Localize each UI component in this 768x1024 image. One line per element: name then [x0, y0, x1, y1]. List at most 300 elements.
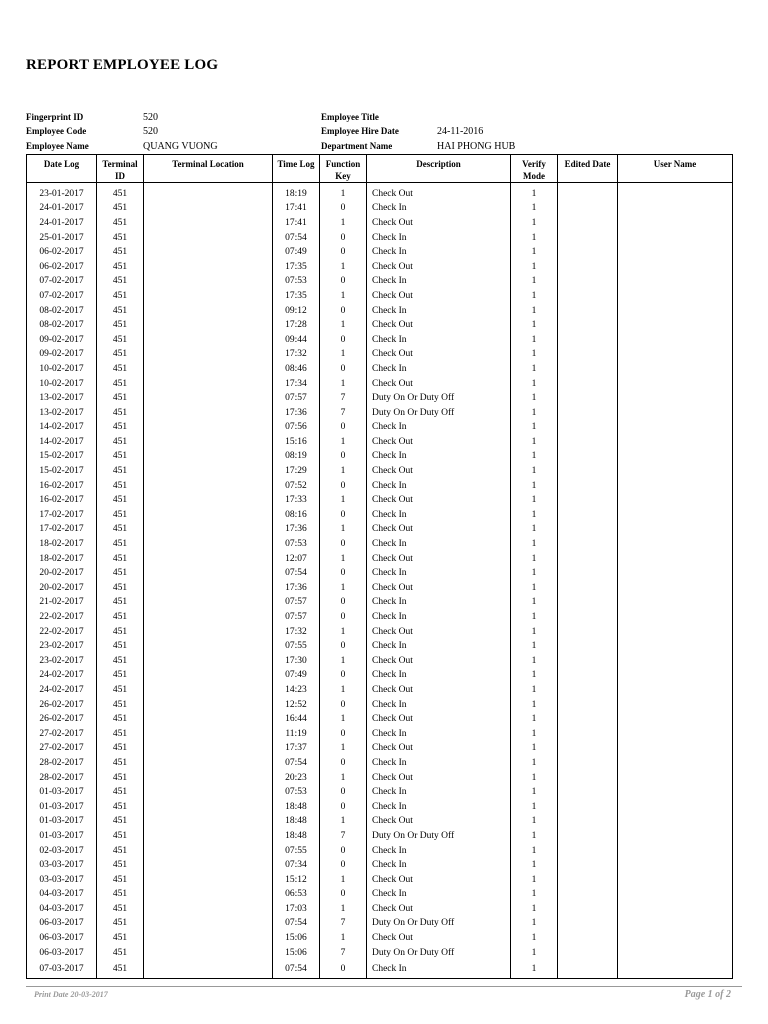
cell-date-log: 20-02-2017	[27, 581, 97, 596]
cell-time-log: 07:53	[273, 537, 320, 552]
cell-function-key: 1	[320, 581, 367, 596]
cell-function-key: 1	[320, 183, 367, 202]
table-row	[27, 946, 733, 961]
cell-terminal-id: 451	[97, 917, 144, 932]
cell-description: Check In	[367, 421, 511, 436]
cell-description: Check Out	[367, 523, 511, 538]
cell-description: Check Out	[367, 377, 511, 392]
cell-user-name	[618, 669, 733, 684]
cell-verify-mode: 1	[511, 566, 558, 581]
report-title: REPORT EMPLOYEE LOG	[26, 57, 219, 73]
cell-edited-date	[558, 858, 618, 873]
cell-function-key: 1	[320, 654, 367, 669]
cell-date-log: 16-02-2017	[27, 479, 97, 494]
table-row	[27, 566, 733, 581]
cell-description: Check Out	[367, 815, 511, 830]
cell-terminal-id: 451	[97, 902, 144, 917]
cell-user-name	[618, 888, 733, 903]
cell-terminal-id: 451	[97, 391, 144, 406]
cell-date-log: 26-02-2017	[27, 712, 97, 727]
cell-function-key: 0	[320, 727, 367, 742]
table-row	[27, 552, 733, 567]
cell-edited-date	[558, 289, 618, 304]
page-number: Page 1 of 2	[684, 989, 731, 1000]
cell-function-key: 1	[320, 348, 367, 363]
cell-function-key: 0	[320, 610, 367, 625]
cell-description: Check In	[367, 202, 511, 217]
cell-terminal-id: 451	[97, 712, 144, 727]
cell-date-log: 14-02-2017	[27, 421, 97, 436]
cell-time-log: 08:19	[273, 450, 320, 465]
table-row	[27, 391, 733, 406]
cell-edited-date	[558, 245, 618, 260]
table-row	[27, 785, 733, 800]
cell-date-log: 06-03-2017	[27, 917, 97, 932]
cell-user-name	[618, 377, 733, 392]
cell-user-name	[618, 493, 733, 508]
cell-function-key: 1	[320, 552, 367, 567]
cell-user-name	[618, 712, 733, 727]
cell-verify-mode: 1	[511, 829, 558, 844]
cell-time-log: 17:32	[273, 625, 320, 640]
cell-terminal-id: 451	[97, 785, 144, 800]
cell-description: Check In	[367, 304, 511, 319]
cell-terminal-id: 451	[97, 931, 144, 946]
cell-verify-mode: 1	[511, 435, 558, 450]
cell-edited-date	[558, 450, 618, 465]
cell-terminal-location	[144, 318, 273, 333]
cell-terminal-id: 451	[97, 537, 144, 552]
cell-user-name	[618, 406, 733, 421]
table-row	[27, 698, 733, 713]
cell-user-name	[618, 318, 733, 333]
cell-function-key: 1	[320, 377, 367, 392]
cell-edited-date	[558, 479, 618, 494]
cell-date-log: 06-03-2017	[27, 931, 97, 946]
table-row	[27, 960, 733, 979]
cell-date-log: 06-02-2017	[27, 260, 97, 275]
cell-description: Check In	[367, 669, 511, 684]
employee-name-label: Employee Name	[26, 141, 89, 151]
cell-verify-mode: 1	[511, 508, 558, 523]
cell-terminal-id: 451	[97, 815, 144, 830]
cell-verify-mode: 1	[511, 391, 558, 406]
cell-description: Duty On Or Duty Off	[367, 391, 511, 406]
cell-verify-mode: 1	[511, 183, 558, 202]
cell-description: Check In	[367, 479, 511, 494]
cell-time-log: 17:33	[273, 493, 320, 508]
cell-function-key: 1	[320, 815, 367, 830]
cell-description: Check Out	[367, 712, 511, 727]
cell-function-key: 0	[320, 888, 367, 903]
table-row	[27, 756, 733, 771]
cell-edited-date	[558, 756, 618, 771]
cell-verify-mode: 1	[511, 275, 558, 290]
cell-user-name	[618, 260, 733, 275]
cell-user-name	[618, 771, 733, 786]
table-row	[27, 610, 733, 625]
cell-function-key: 0	[320, 596, 367, 611]
cell-user-name	[618, 639, 733, 654]
cell-terminal-location	[144, 858, 273, 873]
cell-terminal-location	[144, 435, 273, 450]
table-row	[27, 275, 733, 290]
cell-user-name	[618, 917, 733, 932]
cell-date-log: 07-02-2017	[27, 275, 97, 290]
cell-terminal-location	[144, 333, 273, 348]
department-name-label: Department Name	[321, 141, 393, 151]
cell-user-name	[618, 362, 733, 377]
cell-function-key: 0	[320, 333, 367, 348]
cell-verify-mode: 1	[511, 639, 558, 654]
cell-function-key: 0	[320, 479, 367, 494]
cell-function-key: 0	[320, 304, 367, 319]
table-row	[27, 318, 733, 333]
cell-function-key: 7	[320, 406, 367, 421]
cell-edited-date	[558, 391, 618, 406]
table-row	[27, 183, 733, 202]
header-time-log: Time Log	[273, 155, 320, 183]
cell-description: Check In	[367, 275, 511, 290]
cell-function-key: 1	[320, 712, 367, 727]
cell-description: Duty On Or Duty Off	[367, 946, 511, 961]
cell-date-log: 01-03-2017	[27, 829, 97, 844]
cell-terminal-id: 451	[97, 566, 144, 581]
cell-terminal-location	[144, 639, 273, 654]
cell-verify-mode: 1	[511, 479, 558, 494]
cell-terminal-id: 451	[97, 479, 144, 494]
cell-edited-date	[558, 202, 618, 217]
cell-terminal-location	[144, 537, 273, 552]
cell-date-log: 24-01-2017	[27, 202, 97, 217]
cell-terminal-id: 451	[97, 858, 144, 873]
cell-time-log: 17:41	[273, 202, 320, 217]
cell-date-log: 04-03-2017	[27, 888, 97, 903]
cell-verify-mode: 1	[511, 625, 558, 640]
cell-time-log: 18:48	[273, 815, 320, 830]
cell-edited-date	[558, 537, 618, 552]
cell-terminal-id: 451	[97, 960, 144, 979]
employee-title-label: Employee Title	[321, 112, 379, 122]
cell-terminal-id: 451	[97, 727, 144, 742]
cell-terminal-location	[144, 183, 273, 202]
cell-verify-mode: 1	[511, 377, 558, 392]
cell-user-name	[618, 581, 733, 596]
cell-date-log: 17-02-2017	[27, 508, 97, 523]
cell-time-log: 08:16	[273, 508, 320, 523]
footer-divider	[26, 986, 742, 987]
cell-verify-mode: 1	[511, 858, 558, 873]
cell-description: Check Out	[367, 771, 511, 786]
cell-user-name	[618, 654, 733, 669]
cell-function-key: 0	[320, 202, 367, 217]
cell-edited-date	[558, 596, 618, 611]
table-row	[27, 742, 733, 757]
cell-user-name	[618, 523, 733, 538]
cell-function-key: 0	[320, 362, 367, 377]
cell-time-log: 15:16	[273, 435, 320, 450]
cell-date-log: 10-02-2017	[27, 362, 97, 377]
cell-terminal-location	[144, 377, 273, 392]
cell-verify-mode: 1	[511, 493, 558, 508]
cell-user-name	[618, 931, 733, 946]
cell-terminal-location	[144, 289, 273, 304]
table-row	[27, 260, 733, 275]
cell-terminal-location	[144, 304, 273, 319]
cell-edited-date	[558, 183, 618, 202]
employee-hire-date-value: 24-11-2016	[437, 126, 484, 137]
cell-verify-mode: 1	[511, 902, 558, 917]
table-row	[27, 464, 733, 479]
cell-function-key: 1	[320, 493, 367, 508]
table-row	[27, 348, 733, 363]
cell-terminal-id: 451	[97, 625, 144, 640]
cell-terminal-location	[144, 902, 273, 917]
cell-date-log: 15-02-2017	[27, 464, 97, 479]
cell-terminal-location	[144, 260, 273, 275]
cell-terminal-location	[144, 479, 273, 494]
cell-terminal-location	[144, 216, 273, 231]
cell-terminal-id: 451	[97, 596, 144, 611]
cell-description: Check In	[367, 508, 511, 523]
cell-terminal-id: 451	[97, 669, 144, 684]
cell-description: Check In	[367, 450, 511, 465]
cell-description: Check In	[367, 639, 511, 654]
cell-description: Check Out	[367, 260, 511, 275]
cell-function-key: 1	[320, 625, 367, 640]
cell-time-log: 17:37	[273, 742, 320, 757]
cell-description: Duty On Or Duty Off	[367, 829, 511, 844]
cell-terminal-id: 451	[97, 289, 144, 304]
cell-verify-mode: 1	[511, 318, 558, 333]
cell-terminal-id: 451	[97, 275, 144, 290]
cell-verify-mode: 1	[511, 245, 558, 260]
table-header-row	[27, 155, 733, 183]
cell-terminal-id: 451	[97, 348, 144, 363]
cell-edited-date	[558, 318, 618, 333]
cell-date-log: 10-02-2017	[27, 377, 97, 392]
cell-date-log: 07-02-2017	[27, 289, 97, 304]
table-row	[27, 406, 733, 421]
cell-terminal-location	[144, 815, 273, 830]
cell-terminal-id: 451	[97, 231, 144, 246]
table-row	[27, 639, 733, 654]
cell-date-log: 01-03-2017	[27, 785, 97, 800]
cell-terminal-location	[144, 888, 273, 903]
cell-user-name	[618, 610, 733, 625]
cell-terminal-id: 451	[97, 742, 144, 757]
cell-time-log: 07:55	[273, 844, 320, 859]
cell-time-log: 17:36	[273, 581, 320, 596]
fingerprint-id-label: Fingerprint ID	[26, 112, 84, 122]
table-row	[27, 829, 733, 844]
cell-user-name	[618, 946, 733, 961]
cell-time-log: 09:12	[273, 304, 320, 319]
cell-function-key: 1	[320, 289, 367, 304]
cell-time-log: 07:57	[273, 610, 320, 625]
cell-date-log: 01-03-2017	[27, 800, 97, 815]
cell-description: Check In	[367, 960, 511, 979]
employee-name-value: QUANG VUONG	[143, 141, 218, 152]
cell-description: Check Out	[367, 931, 511, 946]
cell-terminal-id: 451	[97, 183, 144, 202]
cell-verify-mode: 1	[511, 683, 558, 698]
cell-user-name	[618, 727, 733, 742]
cell-terminal-location	[144, 873, 273, 888]
cell-terminal-location	[144, 917, 273, 932]
table-row	[27, 581, 733, 596]
table-row	[27, 421, 733, 436]
cell-function-key: 0	[320, 756, 367, 771]
cell-description: Check Out	[367, 348, 511, 363]
cell-time-log: 07:52	[273, 479, 320, 494]
cell-function-key: 7	[320, 917, 367, 932]
cell-description: Check In	[367, 231, 511, 246]
cell-time-log: 17:35	[273, 260, 320, 275]
cell-terminal-location	[144, 829, 273, 844]
cell-verify-mode: 1	[511, 260, 558, 275]
cell-edited-date	[558, 260, 618, 275]
cell-time-log: 17:29	[273, 464, 320, 479]
cell-date-log: 08-02-2017	[27, 304, 97, 319]
cell-function-key: 7	[320, 829, 367, 844]
cell-time-log: 17:32	[273, 348, 320, 363]
cell-edited-date	[558, 348, 618, 363]
cell-user-name	[618, 333, 733, 348]
cell-edited-date	[558, 698, 618, 713]
table-row	[27, 873, 733, 888]
cell-time-log: 18:48	[273, 800, 320, 815]
cell-edited-date	[558, 654, 618, 669]
cell-date-log: 21-02-2017	[27, 596, 97, 611]
cell-edited-date	[558, 960, 618, 979]
cell-verify-mode: 1	[511, 216, 558, 231]
cell-user-name	[618, 304, 733, 319]
table-row	[27, 435, 733, 450]
cell-description: Check In	[367, 596, 511, 611]
cell-terminal-id: 451	[97, 844, 144, 859]
cell-time-log: 06:53	[273, 888, 320, 903]
cell-time-log: 09:44	[273, 333, 320, 348]
cell-user-name	[618, 231, 733, 246]
cell-time-log: 18:19	[273, 183, 320, 202]
cell-function-key: 0	[320, 800, 367, 815]
cell-time-log: 17:03	[273, 902, 320, 917]
cell-function-key: 1	[320, 523, 367, 538]
cell-user-name	[618, 537, 733, 552]
cell-user-name	[618, 450, 733, 465]
cell-edited-date	[558, 917, 618, 932]
cell-edited-date	[558, 946, 618, 961]
cell-time-log: 16:44	[273, 712, 320, 727]
cell-description: Check Out	[367, 552, 511, 567]
cell-edited-date	[558, 581, 618, 596]
cell-user-name	[618, 800, 733, 815]
table-row	[27, 537, 733, 552]
cell-edited-date	[558, 523, 618, 538]
cell-terminal-location	[144, 625, 273, 640]
cell-user-name	[618, 873, 733, 888]
cell-function-key: 1	[320, 435, 367, 450]
cell-terminal-location	[144, 450, 273, 465]
cell-time-log: 07:34	[273, 858, 320, 873]
cell-edited-date	[558, 727, 618, 742]
cell-user-name	[618, 508, 733, 523]
cell-terminal-id: 451	[97, 508, 144, 523]
cell-edited-date	[558, 873, 618, 888]
cell-terminal-id: 451	[97, 946, 144, 961]
table-row	[27, 625, 733, 640]
cell-terminal-location	[144, 596, 273, 611]
cell-terminal-location	[144, 800, 273, 815]
cell-verify-mode: 1	[511, 406, 558, 421]
cell-edited-date	[558, 435, 618, 450]
cell-user-name	[618, 844, 733, 859]
cell-edited-date	[558, 712, 618, 727]
cell-verify-mode: 1	[511, 771, 558, 786]
cell-time-log: 07:56	[273, 421, 320, 436]
cell-function-key: 7	[320, 391, 367, 406]
cell-time-log: 07:53	[273, 275, 320, 290]
cell-terminal-location	[144, 654, 273, 669]
cell-terminal-id: 451	[97, 493, 144, 508]
table-row	[27, 231, 733, 246]
cell-edited-date	[558, 610, 618, 625]
cell-description: Check Out	[367, 742, 511, 757]
cell-date-log: 14-02-2017	[27, 435, 97, 450]
cell-terminal-location	[144, 552, 273, 567]
cell-date-log: 25-01-2017	[27, 231, 97, 246]
table-row	[27, 931, 733, 946]
cell-user-name	[618, 348, 733, 363]
cell-function-key: 1	[320, 771, 367, 786]
cell-verify-mode: 1	[511, 712, 558, 727]
table-row	[27, 727, 733, 742]
cell-edited-date	[558, 625, 618, 640]
cell-edited-date	[558, 421, 618, 436]
employee-code-value: 520	[143, 126, 158, 137]
cell-verify-mode: 1	[511, 873, 558, 888]
cell-verify-mode: 1	[511, 815, 558, 830]
table-row	[27, 800, 733, 815]
cell-description: Check In	[367, 333, 511, 348]
cell-terminal-id: 451	[97, 639, 144, 654]
cell-user-name	[618, 289, 733, 304]
cell-verify-mode: 1	[511, 464, 558, 479]
table-row	[27, 523, 733, 538]
cell-description: Check In	[367, 610, 511, 625]
cell-date-log: 06-02-2017	[27, 245, 97, 260]
cell-edited-date	[558, 362, 618, 377]
table-row	[27, 902, 733, 917]
cell-date-log: 03-03-2017	[27, 858, 97, 873]
cell-description: Check Out	[367, 318, 511, 333]
cell-date-log: 02-03-2017	[27, 844, 97, 859]
cell-date-log: 09-02-2017	[27, 348, 97, 363]
cell-description: Check Out	[367, 216, 511, 231]
table-row	[27, 844, 733, 859]
cell-verify-mode: 1	[511, 202, 558, 217]
cell-terminal-id: 451	[97, 406, 144, 421]
table-body	[27, 183, 733, 979]
cell-edited-date	[558, 552, 618, 567]
table-row	[27, 917, 733, 932]
table-row	[27, 493, 733, 508]
cell-terminal-location	[144, 406, 273, 421]
table-row	[27, 362, 733, 377]
cell-user-name	[618, 421, 733, 436]
cell-time-log: 15:06	[273, 946, 320, 961]
